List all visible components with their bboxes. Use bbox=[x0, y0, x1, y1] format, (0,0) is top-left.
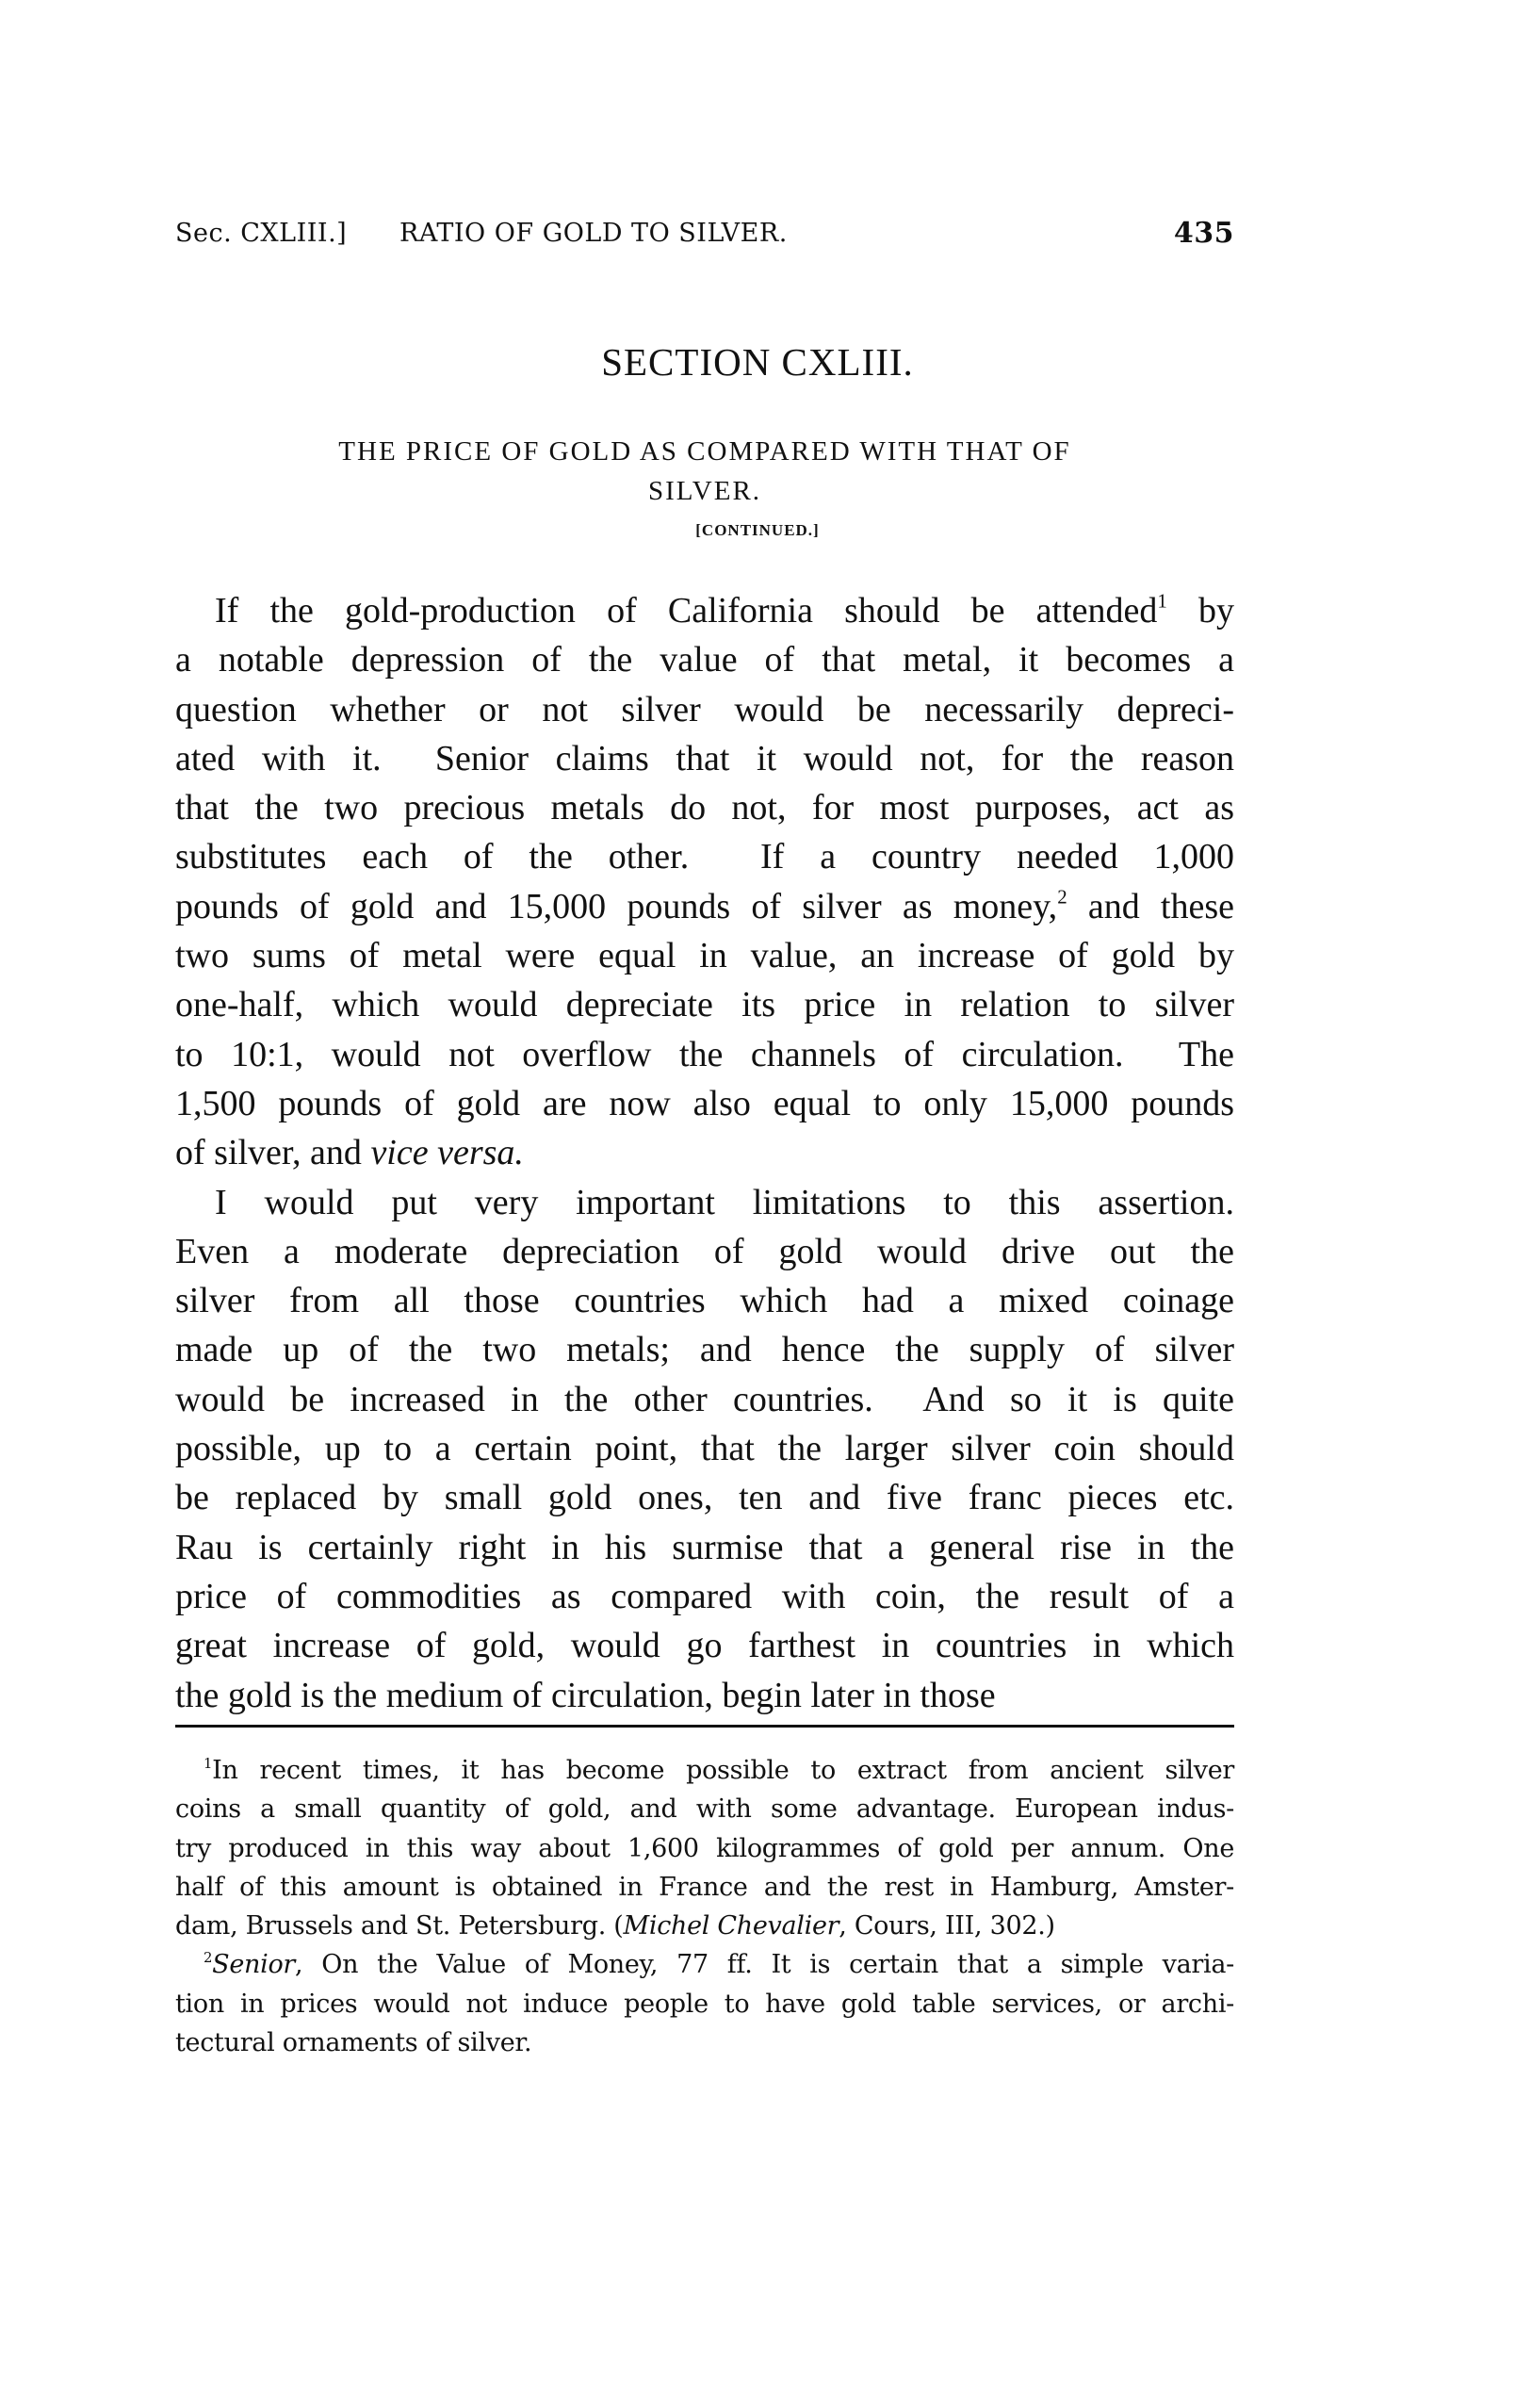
line-text: Rau is certainly right in his surmise that a general rise in the bbox=[175, 1527, 1234, 1567]
line-text: pounds of gold and 15,000 pounds of silver as money, bbox=[175, 886, 1058, 926]
footnote-line bbox=[175, 1868, 1234, 1907]
section-subtitle-line-2: SILVER. bbox=[647, 476, 762, 506]
footnote-line bbox=[175, 1907, 1234, 1945]
body-line bbox=[175, 1325, 1234, 1374]
line-text: to 10:1, would not overflow the channels of circulation. The bbox=[175, 1034, 1234, 1074]
line-text: half of this amount is obtained in France and the rest in Hamburg, Amster- bbox=[175, 1872, 1234, 1902]
line-text: , Cours, III, 302.) bbox=[839, 1911, 1055, 1941]
body-line bbox=[175, 1473, 1234, 1522]
italic-text: Senior bbox=[212, 1950, 296, 1980]
line-text: 1,500 pounds of gold are now also equal to only 15,000 pounds bbox=[175, 1083, 1234, 1123]
line-text: question whether or not silver would be necessarily depreci- bbox=[175, 689, 1234, 729]
line-text: In recent times, it has become possible to extract from ancient silver bbox=[212, 1756, 1234, 1785]
body-line bbox=[175, 1178, 1234, 1227]
line-text: the gold is the medium of circulation, begin later in those bbox=[175, 1675, 996, 1715]
line-text: possible, up to a certain point, that the larger silver coin should bbox=[175, 1429, 1234, 1469]
footnote-line bbox=[175, 1985, 1234, 2023]
body-line bbox=[175, 832, 1234, 881]
body-line bbox=[175, 1523, 1234, 1572]
body-line bbox=[175, 1227, 1234, 1276]
line-text: be replaced by small gold ones, ten and five franc pieces etc. bbox=[175, 1478, 1234, 1518]
italic-text: Michel Chevalier bbox=[623, 1911, 839, 1941]
section-subtitle-line-1: THE PRICE OF GOLD AS COMPARED WITH THAT OF bbox=[338, 436, 1071, 467]
body-line bbox=[175, 635, 1234, 684]
line-text: tectural ornaments of silver. bbox=[175, 2028, 532, 2058]
footnote-line bbox=[175, 1751, 1234, 1790]
footnote-line bbox=[175, 1945, 1234, 1984]
body-line bbox=[175, 931, 1234, 980]
line-text: ated with it. Senior claims that it would not, for the reason bbox=[175, 738, 1234, 778]
body-line bbox=[175, 783, 1234, 832]
line-text: would be increased in the other countries. And so it is quite bbox=[175, 1379, 1234, 1419]
footnote-line bbox=[175, 2023, 1234, 2062]
line-text: , On the Value of Money, 77 ff. It is certain that a simple varia- bbox=[295, 1950, 1234, 1980]
body-line bbox=[175, 980, 1234, 1029]
line-text: Even a moderate depreciation of gold would drive out the bbox=[175, 1231, 1234, 1271]
footnote-line bbox=[175, 1829, 1234, 1868]
line-text: I would put very important limitations to this assertion. bbox=[215, 1182, 1234, 1222]
footnote-line bbox=[175, 1790, 1234, 1828]
line-text: substitutes each of the other. If a country needed 1,000 bbox=[175, 837, 1234, 877]
line-text: dam, Brussels and St. Petersburg. ( bbox=[175, 1911, 624, 1941]
running-head-section: Sec. CXLIII.] bbox=[175, 219, 348, 248]
line-text: coins a small quantity of gold, and with some advantage. European indus- bbox=[175, 1794, 1234, 1825]
body-line bbox=[175, 1128, 1234, 1177]
body-line bbox=[175, 586, 1234, 635]
body-line bbox=[175, 1079, 1234, 1128]
line-text: two sums of metal were equal in value, an increase of gold by bbox=[175, 936, 1234, 976]
line-text: by bbox=[1166, 591, 1234, 631]
body-line bbox=[175, 1375, 1234, 1424]
line-text: a notable depression of the value of that metal, it becomes a bbox=[175, 640, 1234, 680]
body-line bbox=[175, 1276, 1234, 1325]
footnote-ref: 1 bbox=[1157, 589, 1167, 613]
footnote-marker: 1 bbox=[204, 1754, 213, 1772]
body-line bbox=[175, 1572, 1234, 1621]
continued-label: [CONTINUED.] bbox=[695, 521, 820, 539]
body-text bbox=[175, 586, 1234, 1720]
line-text: great increase of gold, would go farthest in countries in which bbox=[175, 1626, 1234, 1666]
line-text: price of commodities as compared with coin, the result of a bbox=[175, 1576, 1234, 1616]
body-line bbox=[175, 882, 1234, 931]
running-head-title: RATIO OF GOLD TO SILVER. bbox=[399, 219, 788, 248]
footnotes bbox=[175, 1751, 1234, 2062]
line-text: that the two precious metals do not, for most purposes, act as bbox=[175, 788, 1234, 828]
body-line bbox=[175, 1621, 1234, 1670]
section-title: SECTION CXLIII. bbox=[601, 340, 914, 384]
line-text: of silver, and bbox=[175, 1133, 371, 1173]
line-text: and these bbox=[1067, 886, 1234, 926]
footnote-ref: 2 bbox=[1057, 885, 1067, 909]
body-line bbox=[175, 1671, 1234, 1720]
running-head bbox=[175, 219, 1234, 256]
italic-text: vice versa. bbox=[370, 1133, 524, 1173]
body-line bbox=[175, 734, 1234, 783]
section-subtitle bbox=[175, 432, 1234, 511]
line-text: silver from all those countries which had a mixed coinage bbox=[175, 1281, 1234, 1321]
line-text: If the gold-production of California should be attended bbox=[215, 591, 1158, 631]
line-text: tion in prices would not induce people to have gold table services, or archi- bbox=[175, 1989, 1234, 2019]
line-text: made up of the two metals; and hence the supply of silver bbox=[175, 1330, 1234, 1370]
footnote-rule bbox=[175, 1725, 1234, 1728]
line-text: one-half, which would depreciate its price in relation to silver bbox=[175, 985, 1234, 1025]
line-text: try produced in this way about 1,600 kilogrammes of gold per annum. One bbox=[175, 1833, 1234, 1863]
body-line bbox=[175, 685, 1234, 734]
footnote-marker: 2 bbox=[204, 1949, 213, 1967]
body-line bbox=[175, 1030, 1234, 1079]
page-number: 435 bbox=[1173, 217, 1234, 250]
body-line bbox=[175, 1424, 1234, 1473]
